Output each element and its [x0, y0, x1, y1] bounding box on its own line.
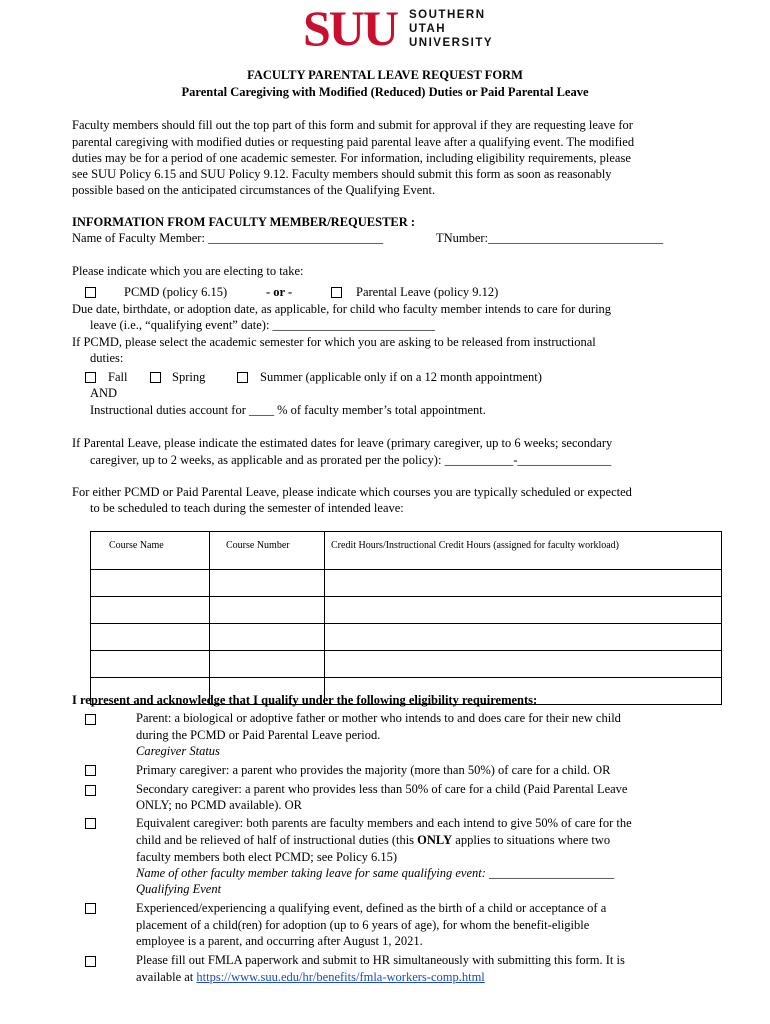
parent-line-1: Parent: a biological or adoptive father or mother who intends to and does care for their new child	[136, 711, 621, 725]
semester-prompt-1: If PCMD, please select the academic semester for which you are asking to be released from instructional	[72, 335, 596, 349]
courses-prompt-1: For either PCMD or Paid Parental Leave, please indicate which courses you are typically scheduled or expected	[72, 485, 632, 499]
intro-line-3: duties may be for a period of one academic semester. For information, including eligibility requirements, please	[72, 151, 631, 165]
spring-label: Spring	[172, 370, 206, 384]
and-label: AND	[90, 386, 118, 400]
parent-checkbox[interactable]	[85, 714, 96, 725]
course-number-cell[interactable]	[210, 597, 325, 624]
equivalent-caregiver-checkbox[interactable]	[85, 818, 96, 829]
due-date-field[interactable]: leave (i.e., “qualifying event” date): __________________________	[90, 318, 436, 332]
credit-hours-cell[interactable]	[325, 570, 722, 597]
header-course-name: Course Name	[91, 532, 210, 570]
courses-table	[90, 531, 722, 705]
form-subtitle: Parental Caregiving with Modified (Reduced) Duties or Paid Parental Leave	[181, 85, 589, 99]
electing-prompt: Please indicate which you are electing to take:	[72, 264, 304, 278]
equivalent-text-a: child and be relieved of half of instructional duties (this	[136, 833, 418, 847]
section-heading: INFORMATION FROM FACULTY MEMBER/REQUESTER :	[72, 215, 416, 229]
pcmd-checkbox[interactable]	[85, 287, 96, 298]
equivalent-line-3: faculty members both elect PCMD; see Policy 6.15)	[136, 850, 398, 864]
other-faculty-field[interactable]: Name of other faculty member taking leave for same qualifying event: ____________________	[136, 866, 615, 880]
caregiver-status-label: Caregiver Status	[136, 744, 220, 758]
course-name-cell[interactable]	[91, 651, 210, 678]
course-number-cell[interactable]	[210, 624, 325, 651]
course-number-cell[interactable]	[210, 570, 325, 597]
equivalent-text-c: applies to situations where two	[452, 833, 611, 847]
fmla-line-2	[136, 969, 485, 985]
fmla-text: available at	[136, 970, 197, 984]
equivalent-line-1: Equivalent caregiver: both parents are faculty members and each intend to give 50% of care for the	[136, 816, 632, 830]
equivalent-line-2	[136, 832, 610, 848]
header-course-number: Course Number	[210, 532, 325, 570]
spring-checkbox[interactable]	[150, 372, 161, 383]
logo-line-2: UTAH	[409, 23, 447, 35]
only-emphasis: ONLY	[417, 833, 453, 847]
experienced-line-3: employee is a parent, and occurring after August 1, 2021.	[136, 934, 423, 948]
secondary-line-1: Secondary caregiver: a parent who provides less than 50% of care for a child (Paid Parental Leave	[136, 782, 628, 796]
courses-prompt-2: to be scheduled to teach during the semester of intended leave:	[90, 501, 404, 515]
table-header-row	[91, 532, 722, 570]
experienced-line-1: Experienced/experiencing a qualifying event, defined as the birth of a child or acceptance of a	[136, 901, 607, 915]
faculty-name-field[interactable]: Name of Faculty Member: ____________________________	[72, 231, 384, 245]
ack-heading: I represent and acknowledge that I qualify under the following eligibility requirements:	[72, 693, 538, 707]
due-date-line-1: Due date, birthdate, or adoption date, as applicable, for child who faculty member intends to care for during	[72, 302, 612, 316]
fmla-line-1: Please fill out FMLA paperwork and submit to HR simultaneously with submitting this form. It is	[136, 953, 625, 967]
paid-leave-checkbox[interactable]	[331, 287, 342, 298]
leave-dates-line-1: If Parental Leave, please indicate the estimated dates for leave (primary caregiver, up to 6 weeks; secondary	[72, 436, 613, 450]
suu-logo	[303, 0, 503, 56]
qualifying-event-checkbox[interactable]	[85, 903, 96, 914]
logo-wordmark	[409, 8, 493, 50]
course-name-cell[interactable]	[91, 570, 210, 597]
course-name-cell[interactable]	[91, 597, 210, 624]
intro-line-1: Faculty members should fill out the top part of this form and submit for approval if they are requesting leave for	[72, 118, 633, 132]
table-row	[91, 597, 722, 624]
experienced-line-2: placement of a child(ren) for adoption (up to 6 years of age), for whom the benefit-eligible	[136, 918, 590, 932]
fall-checkbox[interactable]	[85, 372, 96, 383]
course-name-cell[interactable]	[91, 624, 210, 651]
fall-label: Fall	[108, 370, 128, 384]
fmla-checkbox[interactable]	[85, 956, 96, 967]
form-title: FACULTY PARENTAL LEAVE REQUEST FORM	[247, 68, 523, 82]
summer-label: Summer (applicable only if on a 12 month appointment)	[260, 370, 542, 384]
qualifying-event-label: Qualifying Event	[136, 882, 222, 896]
paid-leave-option-label: Parental Leave (policy 9.12)	[356, 285, 499, 299]
primary-caregiver-text: Primary caregiver: a parent who provides the majority (more than 50%) of care for a child. OR	[136, 763, 611, 777]
fmla-link[interactable]: https://www.suu.edu/hr/benefits/fmla-workers-comp.html	[196, 970, 485, 984]
secondary-caregiver-checkbox[interactable]	[85, 785, 96, 796]
credit-hours-cell[interactable]	[325, 597, 722, 624]
table-row	[91, 624, 722, 651]
parent-line-2: during the PCMD or Paid Parental Leave period.	[136, 728, 381, 742]
intro-line-4: see SUU Policy 6.15 and SUU Policy 9.12. Faculty members should submit this form as soon as reasonably	[72, 167, 612, 181]
tnumber-field[interactable]: TNumber:____________________________	[436, 231, 664, 245]
semester-prompt-2: duties:	[90, 351, 124, 365]
secondary-line-2: ONLY; no PCMD available). OR	[136, 798, 302, 812]
logo-line-3: UNIVERSITY	[409, 37, 494, 49]
duties-percent-field[interactable]: Instructional duties account for ____ % of faculty member’s total appointment.	[90, 403, 486, 417]
credit-hours-cell[interactable]	[325, 651, 722, 678]
primary-caregiver-checkbox[interactable]	[85, 765, 96, 776]
course-number-cell[interactable]	[210, 651, 325, 678]
logo-line-1: SOUTHERN	[409, 9, 486, 21]
table-row	[91, 651, 722, 678]
intro-line-5: possible based on the anticipated circumstances of the Qualifying Event.	[72, 183, 436, 197]
logo-mark: SUU	[303, 0, 398, 56]
header-credit-hours: Credit Hours/Instructional Credit Hours (assigned for faculty workload)	[325, 532, 722, 570]
leave-dates-field[interactable]: caregiver, up to 2 weeks, as applicable and as prorated per the policy): ___________-_______________	[90, 453, 612, 467]
table-row	[91, 570, 722, 597]
intro-line-2: parental caregiving with modified duties or requesting paid parental leave after a qualifying event. The modified	[72, 135, 635, 149]
pcmd-option-label: PCMD (policy 6.15)	[124, 285, 228, 299]
summer-checkbox[interactable]	[237, 372, 248, 383]
credit-hours-cell[interactable]	[325, 624, 722, 651]
or-separator: - or -	[266, 285, 293, 299]
